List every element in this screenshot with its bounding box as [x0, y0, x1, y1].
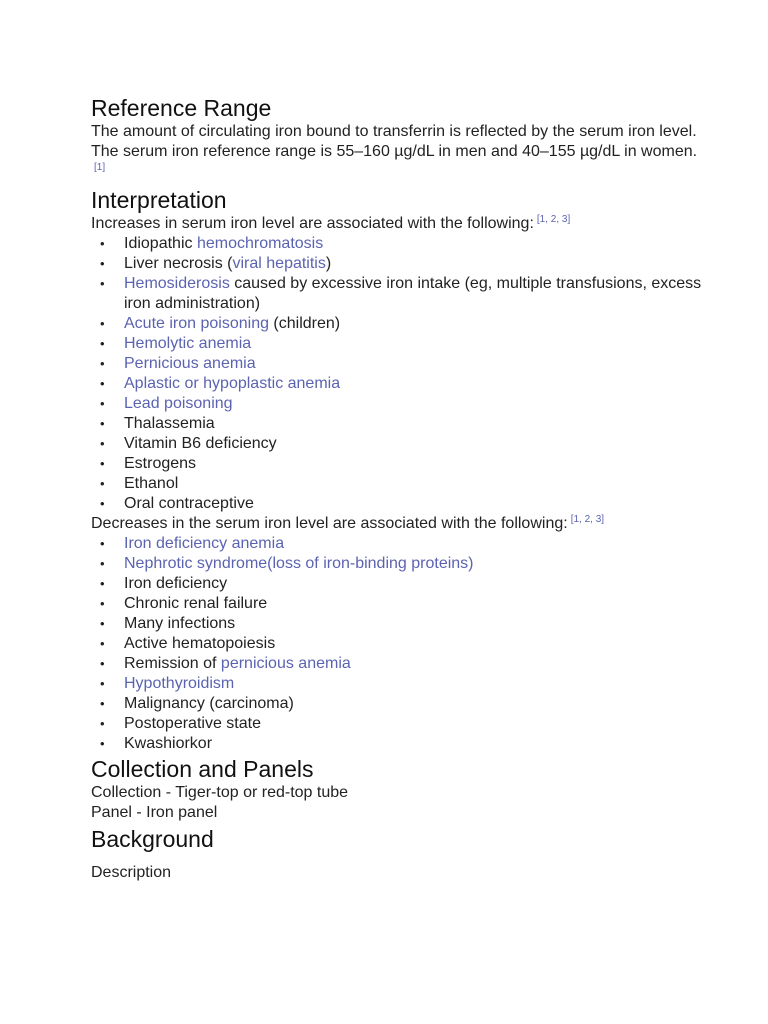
list-item: [124, 594, 708, 614]
list-item-text: caused by excessive iron intake (eg, multiple transfusions, excess iron administration): [124, 275, 702, 312]
list-item-link[interactable]: viral hepatitis: [232, 255, 326, 272]
list-item: [124, 654, 708, 674]
list-item-text: Iron deficiency: [124, 575, 228, 592]
list-item: [124, 254, 708, 274]
increase-list: [91, 234, 708, 514]
list-item-text: Malignancy (carcinoma): [124, 695, 294, 712]
list-item-text: Vitamin B6 deficiency: [124, 435, 277, 452]
list-item: [124, 234, 708, 254]
list-item: [124, 274, 708, 314]
list-item-link[interactable]: Hemolytic anemia: [124, 335, 252, 352]
list-item: [124, 694, 708, 714]
decrease-intro-text: Decreases in the serum iron level are associated with the following:: [91, 515, 568, 532]
increase-intro-text: Increases in serum iron level are associated with the following:: [91, 215, 534, 232]
list-item: [124, 374, 708, 394]
interpretation-heading: Interpretation: [91, 187, 227, 213]
collection-line: Collection - Tiger-top or red-top tube: [91, 784, 349, 801]
citation-link[interactable]: [1]: [94, 162, 106, 173]
list-item-text: ): [325, 255, 332, 272]
reference-range-paragraph-1: The amount of circulating iron bound to transferrin is reflected by the serum iron level.: [91, 123, 697, 140]
list-item-text: Kwashiorkor: [124, 735, 213, 752]
list-item-link[interactable]: pernicious anemia: [220, 655, 351, 672]
background-heading: Background: [91, 826, 214, 852]
list-item: [124, 634, 708, 654]
list-item: [124, 474, 708, 494]
decrease-intro: [91, 514, 708, 534]
list-item-text: Idiopathic: [124, 235, 197, 252]
reference-range-text: The serum iron reference range is 55–160 µg/dL in men and 40–155 µg/dL in women.: [91, 143, 698, 160]
list-item-link[interactable]: Pernicious anemia: [124, 355, 256, 372]
list-item: [124, 714, 708, 734]
list-item: [124, 354, 708, 374]
citation-link[interactable]: [1, 2, 3]: [536, 214, 571, 225]
list-item-text: Ethanol: [124, 475, 179, 492]
list-item-text: Many infections: [124, 615, 236, 632]
list-item-link[interactable]: Hypothyroidism: [124, 675, 235, 692]
increase-intro: [91, 214, 708, 234]
list-item: [124, 454, 708, 474]
list-item: [124, 314, 708, 334]
list-item-link[interactable]: Aplastic or hypoplastic anemia: [124, 375, 341, 392]
list-item: [124, 614, 708, 634]
list-item: [124, 494, 708, 514]
list-item-link[interactable]: Acute iron poisoning: [124, 315, 269, 332]
list-item: [124, 674, 708, 694]
collection-heading: Collection and Panels: [91, 756, 314, 782]
list-item: [124, 534, 708, 554]
decrease-list: [91, 534, 708, 754]
list-item: [124, 394, 708, 414]
list-item-text: Active hematopoiesis: [124, 635, 276, 652]
list-item-text: Oral contraceptive: [124, 495, 254, 512]
list-item: [124, 414, 708, 434]
list-item-text: Thalassemia: [124, 415, 215, 432]
reference-range-paragraph-2: [91, 142, 708, 182]
list-item: [124, 574, 708, 594]
list-item-link[interactable]: Nephrotic syndrome(loss of iron-binding proteins): [124, 555, 474, 572]
list-item: [124, 334, 708, 354]
list-item-text: Chronic renal failure: [124, 595, 268, 612]
list-item-link[interactable]: Lead poisoning: [124, 395, 233, 412]
list-item-text: Remission of: [124, 655, 221, 672]
list-item: [124, 554, 708, 574]
list-item-text: Postoperative state: [124, 715, 261, 732]
list-item-link[interactable]: hemochromatosis: [196, 235, 324, 252]
list-item: [124, 734, 708, 754]
list-item: [124, 434, 708, 454]
reference-range-heading: Reference Range: [91, 95, 272, 121]
panel-line: Panel - Iron panel: [91, 804, 218, 821]
list-item-link[interactable]: Iron deficiency anemia: [124, 535, 285, 552]
list-item-text: Liver necrosis (: [124, 255, 233, 272]
list-item-text: (children): [268, 315, 341, 332]
list-item-link[interactable]: Hemosiderosis: [124, 275, 230, 292]
list-item-text: Estrogens: [124, 455, 197, 472]
citation-link[interactable]: [1, 2, 3]: [570, 514, 605, 525]
description-subheading: Description: [91, 864, 172, 881]
